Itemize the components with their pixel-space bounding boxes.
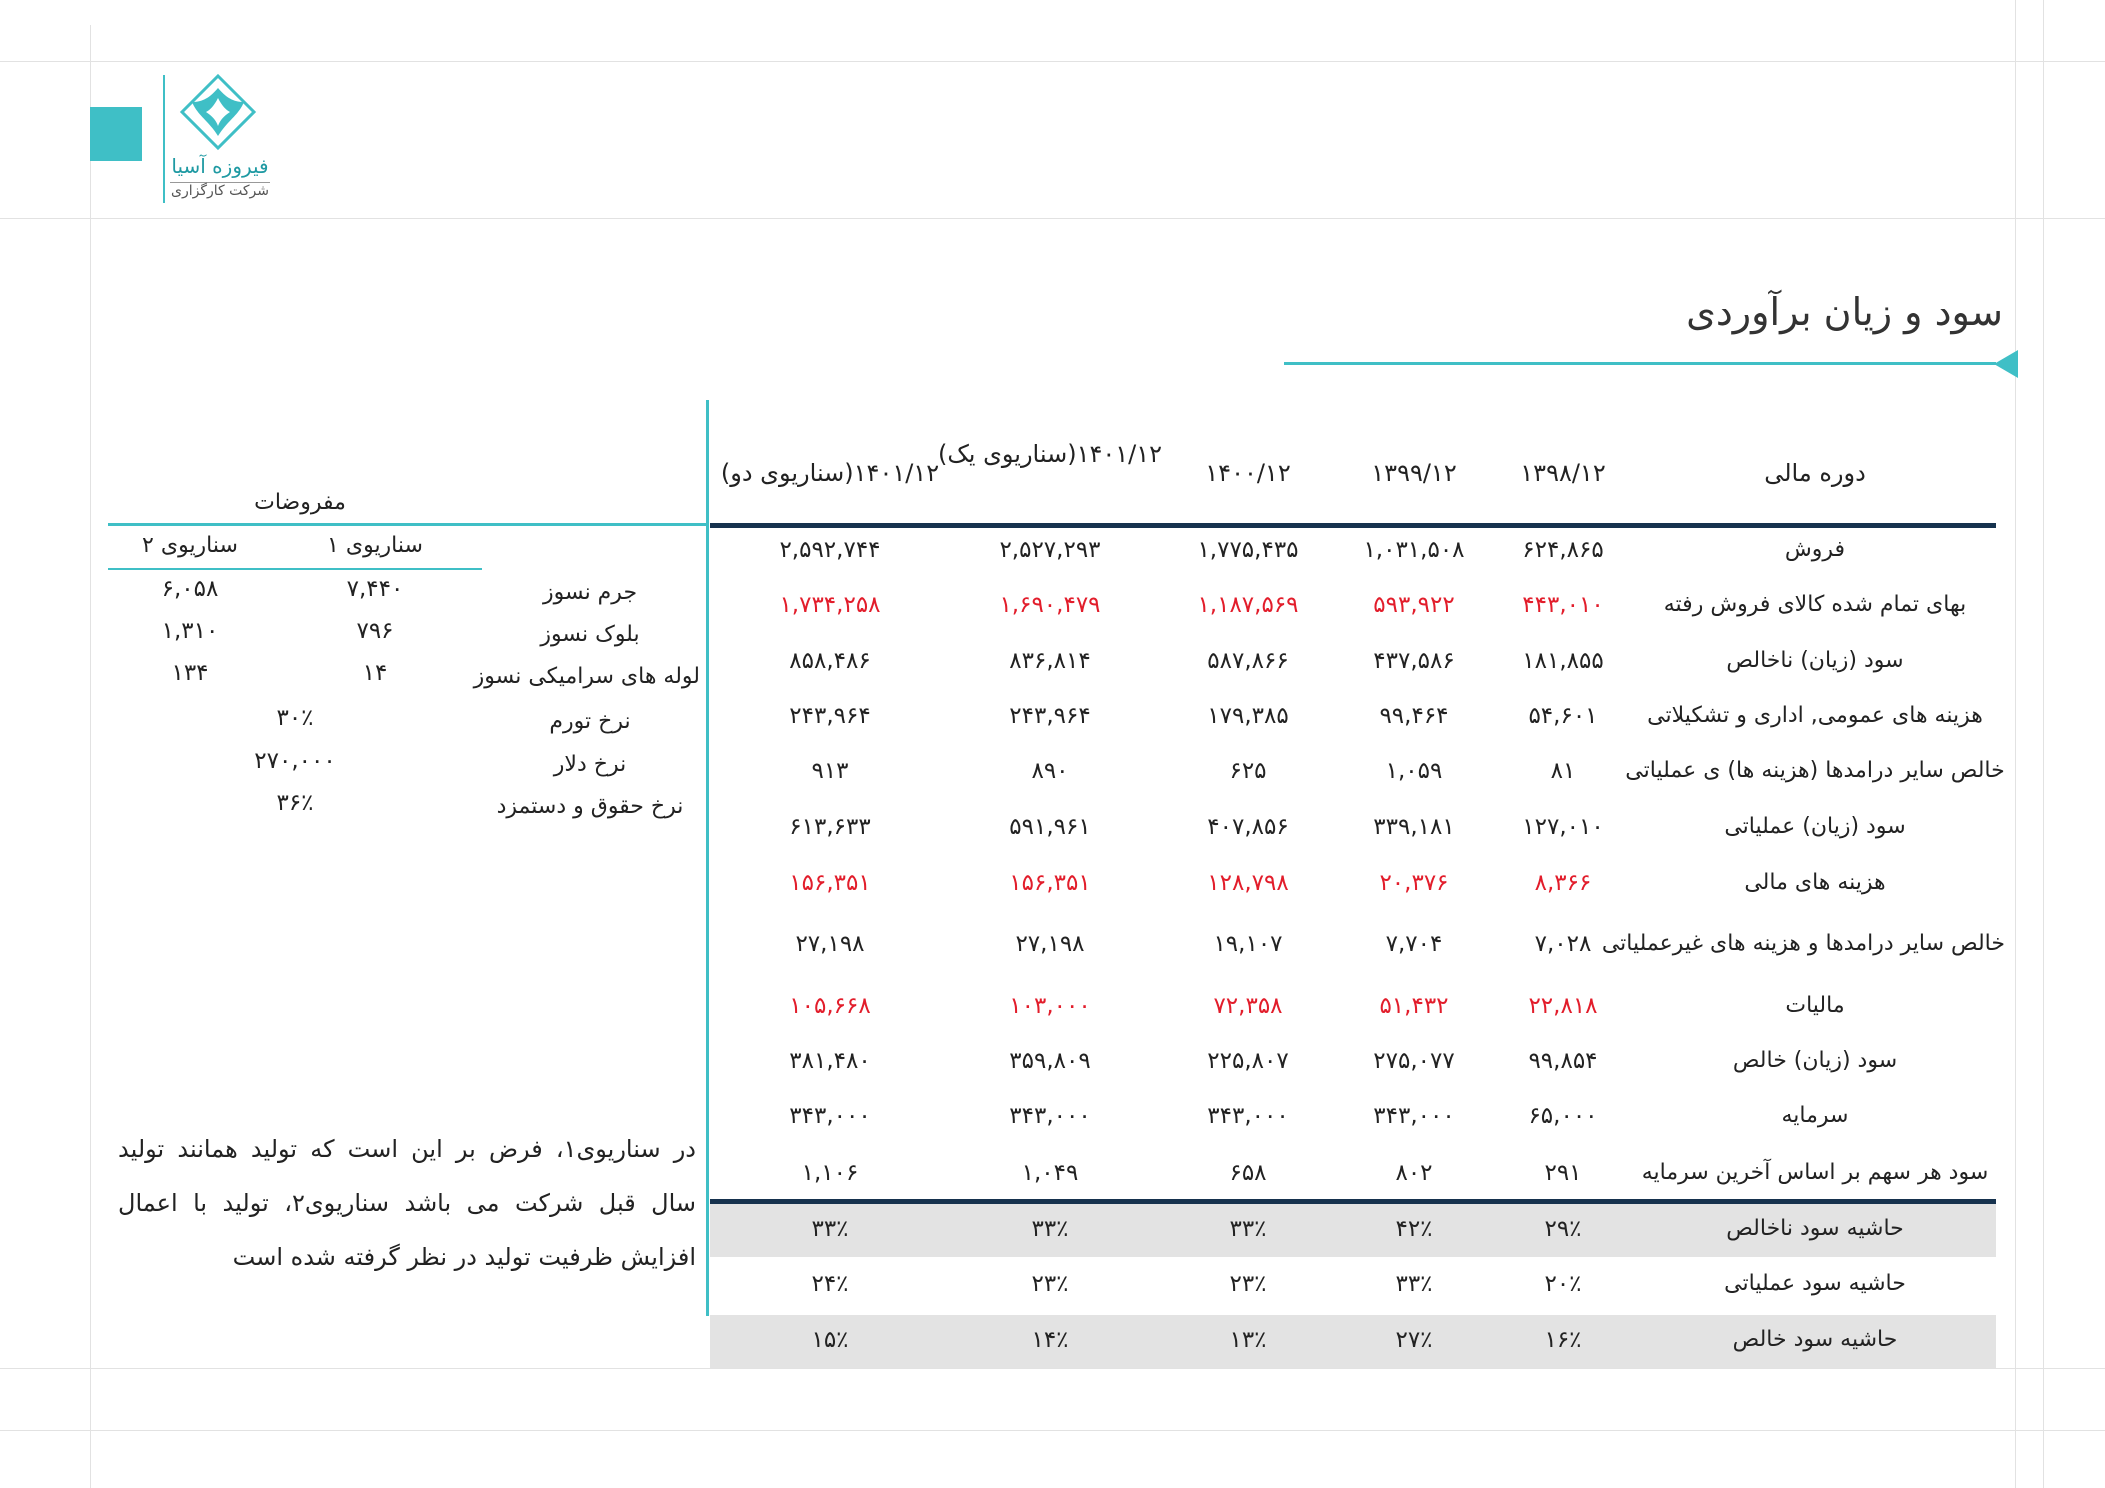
margin-cell: ۲۳٪ bbox=[1031, 1271, 1069, 1297]
table-cell: ۳۳۹,۱۸۱ bbox=[1373, 814, 1455, 840]
table-cell: ۱۹,۱۰۷ bbox=[1213, 931, 1283, 957]
guide-line bbox=[2043, 0, 2044, 1488]
row-label: فروش bbox=[1784, 537, 1846, 562]
margin-cell: ۱۴٪ bbox=[1031, 1327, 1069, 1353]
assumption-label: بلوک نسوز bbox=[540, 622, 640, 647]
guide-line bbox=[2015, 0, 2016, 1488]
margin-label: حاشیه سود خالص bbox=[1732, 1327, 1898, 1352]
logo-subtitle: شرکت کارگزاری bbox=[170, 183, 269, 199]
period-header: ۱۳۹۹/۱۲ bbox=[1371, 459, 1457, 487]
table-cell: ۴۰۷,۸۵۶ bbox=[1207, 814, 1289, 840]
table-cell: ۱۵۶,۳۵۱ bbox=[789, 870, 871, 896]
margin-cell: ۴۲٪ bbox=[1395, 1216, 1433, 1242]
table-cell: ۸۹۰ bbox=[1031, 758, 1069, 784]
period-header: ۱۴۰۰/۱۲ bbox=[1205, 459, 1291, 487]
margin-cell: ۱۳٪ bbox=[1229, 1327, 1267, 1353]
table-cell: ۷,۷۰۴ bbox=[1385, 931, 1443, 957]
assumption-shared-value: ۳۰٪ bbox=[276, 705, 314, 731]
table-cell: ۸,۳۶۶ bbox=[1534, 870, 1592, 896]
row-label: هزینه های مالی bbox=[1744, 870, 1886, 895]
table-cell: ۲۷۵,۰۷۷ bbox=[1373, 1048, 1455, 1074]
period-header: ۱۴۰۱/۱۲(سناریوی دو) bbox=[720, 459, 940, 487]
assumption-shared-value: ۳۶٪ bbox=[276, 790, 314, 816]
assumption-label: نرخ تورم bbox=[549, 709, 631, 734]
title-arrow-icon bbox=[1994, 350, 2018, 378]
logo-name: فیروزه آسیا bbox=[171, 154, 269, 178]
margin-cell: ۲۹٪ bbox=[1544, 1216, 1582, 1242]
table-cell: ۳۴۳,۰۰۰ bbox=[1207, 1103, 1289, 1129]
table-cell: ۹۹,۸۵۴ bbox=[1528, 1048, 1598, 1074]
margin-label: حاشیه سود ناخالص bbox=[1726, 1216, 1904, 1241]
table-cell: ۲۰,۳۷۶ bbox=[1379, 870, 1449, 896]
assumption-s2-value: ۶,۰۵۸ bbox=[161, 576, 219, 602]
assumption-s1-value: ۷۹۶ bbox=[356, 618, 394, 644]
assumptions-rule bbox=[108, 523, 706, 526]
table-cell: ۱,۰۳۱,۵۰۸ bbox=[1363, 537, 1465, 563]
margin-label: حاشیه سود عملیاتی bbox=[1724, 1271, 1906, 1296]
page-title: سود و زیان برآوردی bbox=[1686, 290, 2003, 334]
margin-cell: ۲۴٪ bbox=[811, 1271, 849, 1297]
table-cell: ۹۱۳ bbox=[811, 758, 849, 784]
logo-square bbox=[90, 107, 142, 161]
table-cell: ۸۰۲ bbox=[1395, 1160, 1433, 1186]
row-label: بهای تمام شده کالای فروش رفته bbox=[1663, 592, 1967, 617]
assumption-s1-value: ۱۴ bbox=[362, 660, 388, 686]
table-cell: ۱۸۱,۸۵۵ bbox=[1522, 648, 1604, 674]
table-cell: ۵۱,۴۳۲ bbox=[1379, 993, 1449, 1019]
table-cell: ۵۹۳,۹۲۲ bbox=[1373, 592, 1455, 618]
row-label: خالص سایر درامدها و هزینه های غیرعملیاتی bbox=[1601, 931, 2005, 956]
margin-cell: ۲۷٪ bbox=[1395, 1327, 1433, 1353]
table-cell: ۴۴۳,۰۱۰ bbox=[1522, 592, 1604, 618]
margin-cell: ۳۳٪ bbox=[1395, 1271, 1433, 1297]
margin-cell: ۳۳٪ bbox=[1229, 1216, 1267, 1242]
table-cell: ۸۳۶,۸۱۴ bbox=[1009, 648, 1091, 674]
assumption-s1-value: ۷,۴۴۰ bbox=[346, 576, 404, 602]
title-underline bbox=[1284, 362, 1996, 365]
table-cell: ۴۳۷,۵۸۶ bbox=[1373, 648, 1455, 674]
assumption-label: لوله های سرامیکی نسوز bbox=[473, 664, 700, 689]
logo-divider bbox=[163, 75, 165, 203]
table-cell: ۶۲۵ bbox=[1229, 758, 1267, 784]
table-cell: ۸۱ bbox=[1550, 758, 1576, 784]
table-cell: ۳۴۳,۰۰۰ bbox=[1009, 1103, 1091, 1129]
table-cell: ۳۴۳,۰۰۰ bbox=[1373, 1103, 1455, 1129]
assumptions-title: مفروضات bbox=[254, 490, 346, 515]
logo-emblem-icon bbox=[178, 72, 258, 152]
table-cell: ۱,۰۴۹ bbox=[1021, 1160, 1079, 1186]
table-cell: ۲۲۵,۸۰۷ bbox=[1207, 1048, 1289, 1074]
table-cell: ۱,۰۵۹ bbox=[1385, 758, 1443, 784]
scenario-header-rule bbox=[108, 568, 482, 570]
table-cell: ۱۵۶,۳۵۱ bbox=[1009, 870, 1091, 896]
guide-line bbox=[0, 1430, 2105, 1431]
table-cell: ۵۹۱,۹۶۱ bbox=[1009, 814, 1091, 840]
section-divider bbox=[706, 400, 709, 1316]
table-cell: ۶۵,۰۰۰ bbox=[1528, 1103, 1598, 1129]
table-cell: ۱,۶۹۰,۴۷۹ bbox=[999, 592, 1101, 618]
guide-line bbox=[0, 61, 2105, 62]
row-label: سرمایه bbox=[1781, 1103, 1849, 1128]
table-cell: ۱,۷۳۴,۲۵۸ bbox=[779, 592, 881, 618]
margin-cell: ۱۵٪ bbox=[811, 1327, 849, 1353]
assumption-s2-value: ۱,۳۱۰ bbox=[161, 618, 219, 644]
table-cell: ۵۴,۶۰۱ bbox=[1528, 703, 1598, 729]
table-cell: ۲۴۳,۹۶۴ bbox=[789, 703, 871, 729]
table-cell: ۲۲,۸۱۸ bbox=[1528, 993, 1598, 1019]
table-cell: ۱۲۸,۷۹۸ bbox=[1207, 870, 1289, 896]
row-label: سود هر سهم بر اساس آخرین سرمایه bbox=[1641, 1160, 1989, 1185]
table-cell: ۹۹,۴۶۴ bbox=[1379, 703, 1449, 729]
row-label: سود (زیان) خالص bbox=[1732, 1048, 1898, 1073]
table-cell: ۱۷۹,۳۸۵ bbox=[1207, 703, 1289, 729]
table-cell: ۷۲,۳۵۸ bbox=[1213, 993, 1283, 1019]
table-cell: ۶۱۳,۶۳۳ bbox=[789, 814, 871, 840]
row-label: خالص سایر درامدها (هزینه ها) ی عملیاتی bbox=[1625, 758, 2005, 783]
margin-cell: ۲۳٪ bbox=[1229, 1271, 1267, 1297]
table-cell: ۲,۵۹۲,۷۴۴ bbox=[779, 537, 881, 563]
table-cell: ۵۸۷,۸۶۶ bbox=[1207, 648, 1289, 674]
guide-line bbox=[0, 218, 2105, 219]
row-label: سود (زیان) عملیاتی bbox=[1724, 814, 1906, 839]
table-cell: ۶۲۴,۸۶۵ bbox=[1522, 537, 1604, 563]
table-cell: ۲۷,۱۹۸ bbox=[1015, 931, 1085, 957]
assumption-label: جرم نسوز bbox=[542, 580, 638, 605]
scenario-note: در سناریوی۱، فرض بر این است که تولید همانند تولید سال قبل شرکت می باشد سناریوی۲، تولید با اعمال افزایش ظرفیت تولید در نظر گرفته شده است bbox=[118, 1135, 697, 1271]
period-header: ۱۳۹۸/۱۲ bbox=[1520, 459, 1606, 487]
margin-cell: ۱۶٪ bbox=[1544, 1327, 1582, 1353]
assumption-s2-value: ۱۳۴ bbox=[171, 660, 209, 686]
row-label: سود (زیان) ناخالص bbox=[1726, 648, 1904, 673]
table-cell: ۲,۵۲۷,۲۹۳ bbox=[999, 537, 1101, 563]
table-cell: ۷,۰۲۸ bbox=[1534, 931, 1592, 957]
table-cell: ۱,۱۸۷,۵۶۹ bbox=[1197, 592, 1299, 618]
margin-cell: ۳۳٪ bbox=[1031, 1216, 1069, 1242]
label-column-header: دوره مالی bbox=[1764, 459, 1866, 487]
assumption-label: نرخ دلار bbox=[553, 752, 627, 777]
table-cell: ۲۴۳,۹۶۴ bbox=[1009, 703, 1091, 729]
margin-cell: ۲۰٪ bbox=[1544, 1271, 1582, 1297]
scenario-2-header: سناریوی ۲ bbox=[142, 533, 238, 558]
table-cell: ۲۹۱ bbox=[1544, 1160, 1582, 1186]
guide-line bbox=[90, 25, 91, 1488]
row-label: هزینه های عمومی, اداری و تشکیلاتی bbox=[1647, 703, 1983, 728]
table-cell: ۱۲۷,۰۱۰ bbox=[1522, 814, 1604, 840]
margin-cell: ۳۳٪ bbox=[811, 1216, 849, 1242]
header-rule bbox=[710, 523, 1996, 528]
table-cell: ۳۸۱,۴۸۰ bbox=[789, 1048, 871, 1074]
table-cell: ۳۴۳,۰۰۰ bbox=[789, 1103, 871, 1129]
table-cell: ۸۵۸,۴۸۶ bbox=[789, 648, 871, 674]
table-cell: ۶۵۸ bbox=[1229, 1160, 1267, 1186]
table-cell: ۳۵۹,۸۰۹ bbox=[1009, 1048, 1091, 1074]
table-cell: ۱۰۳,۰۰۰ bbox=[1009, 993, 1091, 1019]
assumption-label: نرخ حقوق و دستمزد bbox=[496, 794, 684, 819]
table-cell: ۱۰۵,۶۶۸ bbox=[789, 993, 871, 1019]
row-label: مالیات bbox=[1785, 993, 1845, 1018]
table-cell: ۱,۱۰۶ bbox=[801, 1160, 859, 1186]
guide-line bbox=[0, 1368, 2105, 1369]
period-header: ۱۴۰۱/۱۲(سناریوی یک) bbox=[937, 440, 1163, 468]
scenario-1-header: سناریوی ۱ bbox=[327, 533, 423, 558]
table-cell: ۱,۷۷۵,۴۳۵ bbox=[1197, 537, 1299, 563]
table-cell: ۲۷,۱۹۸ bbox=[795, 931, 865, 957]
assumption-shared-value: ۲۷۰,۰۰۰ bbox=[254, 748, 336, 774]
